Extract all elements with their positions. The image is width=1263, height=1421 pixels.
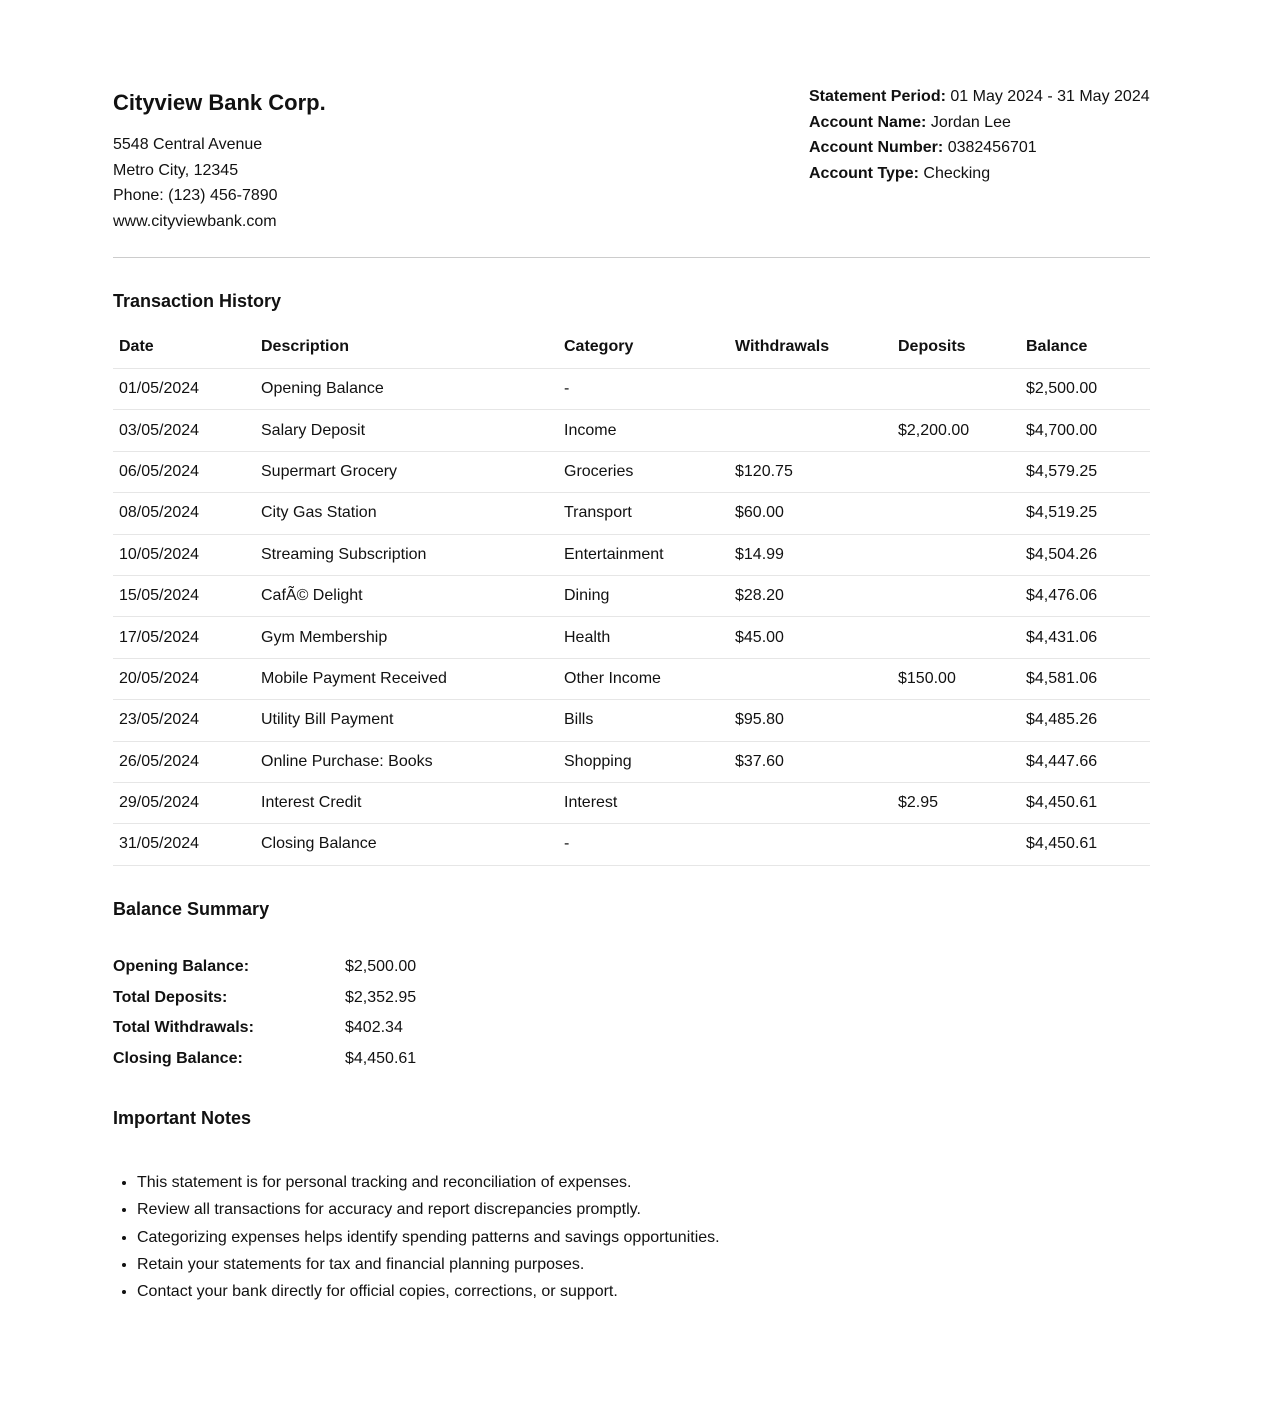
cell-date: 31/05/2024 bbox=[113, 824, 255, 865]
bank-address-line-1: 5548 Central Avenue bbox=[113, 136, 263, 153]
summary-label: Total Withdrawals: bbox=[113, 1019, 254, 1037]
statement-period-value: 01 May 2024 - 31 May 2024 bbox=[950, 88, 1150, 105]
cell-date: 17/05/2024 bbox=[113, 617, 255, 658]
cell-withdrawal bbox=[729, 658, 892, 699]
bank-address-line-2: Metro City, 12345 bbox=[113, 161, 239, 179]
list-item: • Review all transactions for accuracy and report discrepancies promptly. bbox=[137, 1196, 720, 1223]
cell-deposit bbox=[892, 575, 1020, 616]
cell-category: - bbox=[558, 369, 729, 410]
table-row bbox=[113, 741, 1150, 782]
cell-description: Mobile Payment Received bbox=[255, 658, 558, 699]
cell-deposit bbox=[892, 534, 1020, 575]
cell-withdrawal: $37.60 bbox=[729, 741, 892, 782]
cell-description: City Gas Station bbox=[255, 493, 558, 534]
cell-date: 20/05/2024 bbox=[113, 658, 255, 699]
cell-category: Income bbox=[558, 410, 729, 451]
account-number-label: Account Number: bbox=[809, 139, 944, 157]
cell-balance: $4,431.06 bbox=[1020, 617, 1150, 658]
column-header-category: Category bbox=[558, 326, 729, 369]
table-row bbox=[113, 700, 1150, 741]
cell-balance: $4,581.06 bbox=[1020, 658, 1150, 699]
cell-description: Closing Balance bbox=[255, 824, 558, 865]
cell-description: Supermart Grocery bbox=[255, 451, 558, 492]
statement-period bbox=[809, 84, 1150, 110]
column-header-balance: Balance bbox=[1020, 326, 1150, 369]
cell-balance: $4,700.00 bbox=[1020, 410, 1150, 451]
summary-label: Closing Balance: bbox=[113, 1050, 243, 1068]
summary-row-withdrawals bbox=[113, 1013, 416, 1044]
summary-row-closing bbox=[113, 1044, 416, 1075]
cell-deposit: $150.00 bbox=[892, 658, 1020, 699]
cell-date: 01/05/2024 bbox=[113, 369, 255, 410]
cell-deposit: $2.95 bbox=[892, 782, 1020, 823]
account-name bbox=[809, 110, 1150, 136]
summary-label: Total Deposits: bbox=[113, 988, 228, 1006]
header-divider bbox=[113, 257, 1150, 258]
column-header-date: Date bbox=[113, 326, 255, 369]
cell-balance: $4,519.25 bbox=[1020, 493, 1150, 534]
list-item: • Contact your bank directly for official copies, corrections, or support. bbox=[137, 1278, 720, 1305]
bank-website: www.cityviewbank.com bbox=[113, 213, 277, 231]
cell-balance: $2,500.00 bbox=[1020, 369, 1150, 410]
table-row bbox=[113, 617, 1150, 658]
cell-withdrawal: $95.80 bbox=[729, 700, 892, 741]
account-type bbox=[809, 161, 1150, 187]
cell-category: Dining bbox=[558, 575, 729, 616]
cell-deposit bbox=[892, 741, 1020, 782]
cell-balance: $4,485.26 bbox=[1020, 700, 1150, 741]
cell-balance: $4,579.25 bbox=[1020, 451, 1150, 492]
list-item: • Categorizing expenses helps identify spending patterns and savings opportunities. bbox=[137, 1224, 720, 1251]
notes-list bbox=[113, 1169, 720, 1305]
cell-description: Gym Membership bbox=[255, 617, 558, 658]
bank-info bbox=[113, 88, 326, 235]
cell-category: Other Income bbox=[558, 658, 729, 699]
cell-withdrawal bbox=[729, 824, 892, 865]
cell-withdrawal bbox=[729, 369, 892, 410]
cell-withdrawal: $28.20 bbox=[729, 575, 892, 616]
summary-label: Opening Balance: bbox=[113, 958, 250, 975]
cell-category: Interest bbox=[558, 782, 729, 823]
column-header-withdrawals: Withdrawals bbox=[729, 326, 892, 369]
account-info bbox=[809, 84, 1150, 187]
cell-date: 03/05/2024 bbox=[113, 410, 255, 451]
table-row bbox=[113, 451, 1150, 492]
cell-balance: $4,450.61 bbox=[1020, 782, 1150, 823]
list-item: • Retain your statements for tax and financial planning purposes. bbox=[137, 1251, 720, 1278]
cell-deposit bbox=[892, 700, 1020, 741]
cell-withdrawal: $120.75 bbox=[729, 451, 892, 492]
cell-category: Entertainment bbox=[558, 534, 729, 575]
table-row bbox=[113, 493, 1150, 534]
cell-description: Online Purchase: Books bbox=[255, 741, 558, 782]
account-name-label: Account Name: bbox=[809, 113, 927, 131]
bank-name: Cityview Bank Corp. bbox=[113, 90, 326, 115]
cell-balance: $4,476.06 bbox=[1020, 575, 1150, 616]
cell-description: Streaming Subscription bbox=[255, 534, 558, 575]
balance-summary bbox=[113, 952, 416, 1075]
cell-balance: $4,450.61 bbox=[1020, 824, 1150, 865]
statement-period-label: Statement Period: bbox=[809, 88, 946, 105]
summary-value: $2,352.95 bbox=[345, 988, 417, 1006]
cell-category: Shopping bbox=[558, 741, 729, 782]
cell-date: 08/05/2024 bbox=[113, 493, 255, 534]
account-number-value: 0382456701 bbox=[947, 139, 1037, 157]
bank-phone: Phone: (123) 456-7890 bbox=[113, 187, 278, 205]
cell-date: 23/05/2024 bbox=[113, 700, 255, 741]
cell-date: 26/05/2024 bbox=[113, 741, 255, 782]
summary-row-deposits bbox=[113, 983, 416, 1014]
cell-date: 10/05/2024 bbox=[113, 534, 255, 575]
table-row bbox=[113, 658, 1150, 699]
cell-description: Salary Deposit bbox=[255, 410, 558, 451]
summary-row-opening bbox=[113, 952, 416, 983]
cell-category: Health bbox=[558, 617, 729, 658]
cell-withdrawal: $60.00 bbox=[729, 493, 892, 534]
table-row bbox=[113, 410, 1150, 451]
column-header-deposits: Deposits bbox=[892, 326, 1020, 369]
cell-withdrawal bbox=[729, 782, 892, 823]
balance-summary-heading: Balance Summary bbox=[113, 899, 270, 919]
table-row bbox=[113, 575, 1150, 616]
account-number bbox=[809, 135, 1150, 161]
cell-date: 06/05/2024 bbox=[113, 451, 255, 492]
cell-deposit bbox=[892, 824, 1020, 865]
list-item: • This statement is for personal tracking and reconciliation of expenses. bbox=[137, 1169, 720, 1196]
cell-category: Transport bbox=[558, 493, 729, 534]
table-row bbox=[113, 369, 1150, 410]
account-type-value: Checking bbox=[923, 165, 991, 183]
table-row bbox=[113, 534, 1150, 575]
table-header-row bbox=[113, 326, 1150, 369]
cell-deposit bbox=[892, 617, 1020, 658]
cell-category: Groceries bbox=[558, 451, 729, 492]
summary-value: $402.34 bbox=[345, 1019, 403, 1037]
cell-deposit bbox=[892, 493, 1020, 534]
table-row bbox=[113, 782, 1150, 823]
cell-deposit bbox=[892, 451, 1020, 492]
cell-balance: $4,447.66 bbox=[1020, 741, 1150, 782]
cell-deposit: $2,200.00 bbox=[892, 410, 1020, 451]
transaction-history-heading: Transaction History bbox=[113, 291, 282, 311]
cell-date: 29/05/2024 bbox=[113, 782, 255, 823]
cell-category: - bbox=[558, 824, 729, 865]
important-notes-heading: Important Notes bbox=[113, 1108, 252, 1128]
table-row bbox=[113, 824, 1150, 865]
account-type-label: Account Type: bbox=[809, 165, 919, 183]
cell-withdrawal: $45.00 bbox=[729, 617, 892, 658]
cell-withdrawal: $14.99 bbox=[729, 534, 892, 575]
cell-date: 15/05/2024 bbox=[113, 575, 255, 616]
cell-description: Utility Bill Payment bbox=[255, 700, 558, 741]
cell-category: Bills bbox=[558, 700, 729, 741]
cell-description: CafÃ© Delight bbox=[255, 575, 558, 616]
column-header-description: Description bbox=[255, 326, 558, 369]
cell-withdrawal bbox=[729, 410, 892, 451]
summary-value: $2,500.00 bbox=[345, 958, 417, 975]
cell-description: Interest Credit bbox=[255, 782, 558, 823]
cell-deposit bbox=[892, 369, 1020, 410]
cell-balance: $4,504.26 bbox=[1020, 534, 1150, 575]
account-name-value: Jordan Lee bbox=[930, 113, 1011, 131]
summary-value: $4,450.61 bbox=[345, 1050, 417, 1068]
cell-description: Opening Balance bbox=[255, 369, 558, 410]
transaction-table bbox=[113, 326, 1150, 866]
